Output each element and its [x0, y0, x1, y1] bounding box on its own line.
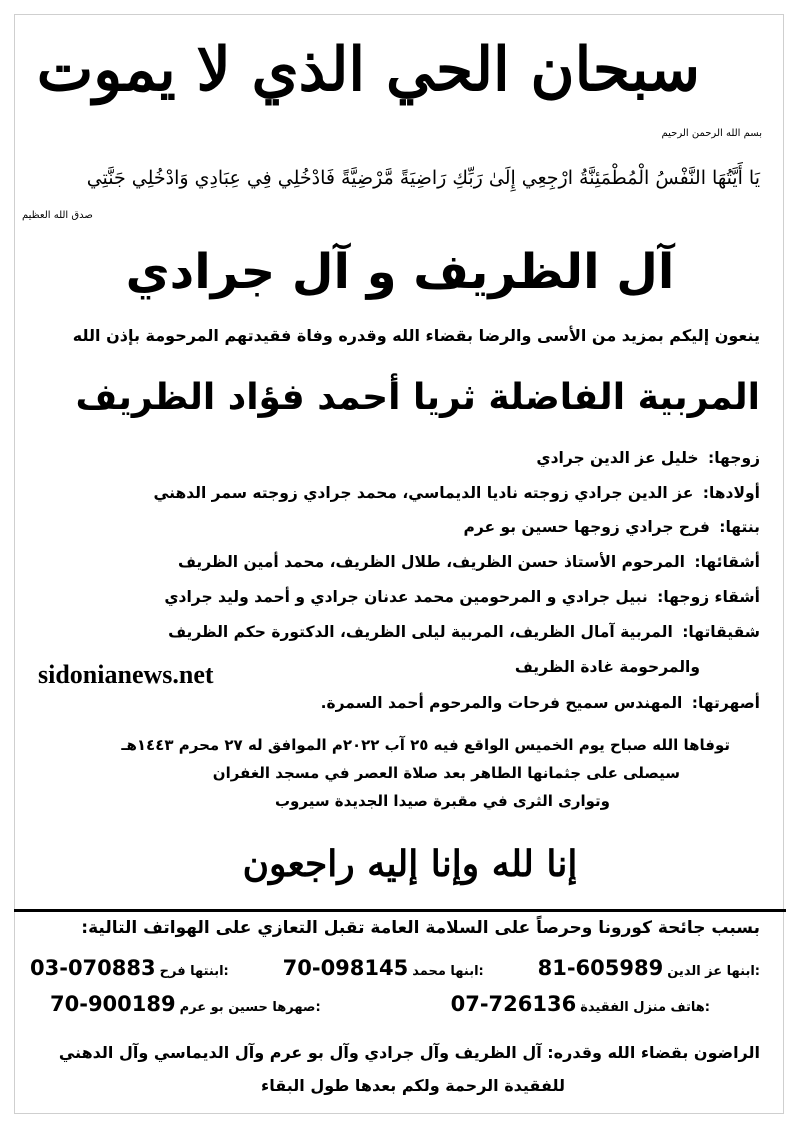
- sadaq-allah: صدق الله العظيم: [22, 210, 93, 221]
- phone-entry: [50, 992, 321, 1016]
- phone-number: 70-098145: [282, 956, 409, 980]
- phone-label: ابنها عز الدين:: [667, 964, 760, 979]
- relative-label: بنتها:: [719, 518, 760, 536]
- phone-label: هاتف منزل الفقيدة:: [580, 1000, 710, 1015]
- relative-line: [321, 692, 760, 714]
- death-info-line: سيصلى على جثمانها الطاهر بعد صلاة العصر في مسجد الغفران: [212, 764, 680, 782]
- relative-value: المهندس سميح فرحات والمرحوم أحمد السمرة.: [320, 694, 683, 712]
- relative-label: زوجها:: [708, 449, 760, 467]
- relative-line: [536, 447, 760, 469]
- phone-entry: [538, 956, 760, 980]
- relative-line: [178, 551, 760, 573]
- phone-label: ابنها محمد:: [412, 964, 484, 979]
- relative-value: المرحوم الأستاذ حسن الظريف، طلال الظريف، محمد أمين الظريف: [177, 553, 685, 571]
- relative-value: فرح جرادي زوجها حسين بو عرم: [463, 518, 710, 536]
- bismillah: بسم الله الرحمن الرحيم: [661, 128, 762, 139]
- announcement: ينعون إليكم بمزيد من الأسى والرضا بقضاء الله وقدره وفاة فقيدتهم المرحومة بإذن الله: [72, 326, 760, 345]
- deceased-name: المربية الفاضلة ثريا أحمد فؤاد الظريف: [75, 377, 760, 418]
- relative-value: عز الدين جرادي زوجته ناديا الديماسي، محمد جرادي زوجته سمر الدهني: [153, 484, 694, 502]
- closing-calligraphy: إنا لله وإنا إليه راجعون: [242, 843, 578, 885]
- phone-number: 81-605989: [537, 956, 664, 980]
- phone-label: ابنتها فرح:: [159, 964, 229, 979]
- top-calligraphy: سبحان الحي الذي لا يموت: [36, 35, 700, 105]
- relative-label: أشقاء زوجها:: [657, 588, 760, 606]
- relative-line: [164, 586, 760, 608]
- mourners-line: الراضون بقضاء الله وقدره: آل الظريف وآل جرادي وآل بو عرم وآل الديماسي وآل الدهني: [58, 1043, 760, 1062]
- family-title: آل الظريف و آل جرادي: [125, 244, 675, 300]
- phone-row: [50, 992, 710, 1016]
- phone-row: [30, 956, 760, 980]
- relative-label: أصهرتها:: [691, 694, 760, 712]
- phone-entry: [283, 956, 484, 980]
- phone-label: صهرها حسين بو عرم:: [179, 1000, 321, 1015]
- quran-verse: يَا أَيَّتُهَا النَّفْسُ الْمُطْمَئِنَّةُ ارْجِعِي إِلَىٰ رَبِّكِ رَاضِيَةً مَّرْضِيَّةً فَادْخُلِي فِي عِبَادِي وَادْخُلِي جَنَّتِي: [86, 167, 760, 189]
- relative-label: أشقائها:: [694, 553, 760, 571]
- relative-line: [515, 656, 700, 678]
- relative-value: نبيل جرادي و المرحومين محمد عدنان جرادي و أحمد وليد جرادي: [164, 588, 648, 606]
- mourners-line: للفقيدة الرحمة ولكم بعدها طول البقاء: [261, 1076, 565, 1095]
- relative-value: والمرحومة غادة الظريف: [514, 658, 700, 676]
- death-info-line: وتوارى الثرى في مقبرة صيدا الجديدة سيروب: [274, 792, 610, 810]
- relative-label: شقيقاتها:: [682, 623, 760, 641]
- relative-value: المربية آمال الظريف، المربية ليلى الظريف، الدكتورة حكم الظريف: [168, 623, 673, 641]
- website-watermark: sidonianews.net: [38, 660, 214, 689]
- phone-number: 07-726136: [450, 992, 577, 1016]
- relative-value: خليل عز الدين جرادي: [536, 449, 699, 467]
- phone-entry: [30, 956, 229, 980]
- phone-entry: [451, 992, 710, 1016]
- condolence-notice: بسبب جائحة كورونا وحرصاً على السلامة العامة تقبل التعازي على الهواتف التالية:: [81, 918, 760, 938]
- phone-number: 70-900189: [50, 992, 176, 1016]
- divider: [14, 909, 786, 912]
- relative-line: [153, 482, 760, 504]
- phone-number: 03-070883: [30, 956, 156, 980]
- relative-label: أولادها:: [702, 484, 760, 502]
- death-info-line: توفاها الله صباح يوم الخميس الواقع فيه ٢٥ آب ٢٠٢٢م الموافق له ٢٧ محرم ١٤٤٣هـ: [121, 736, 730, 754]
- relative-line: [168, 621, 760, 643]
- relative-line: [464, 516, 761, 538]
